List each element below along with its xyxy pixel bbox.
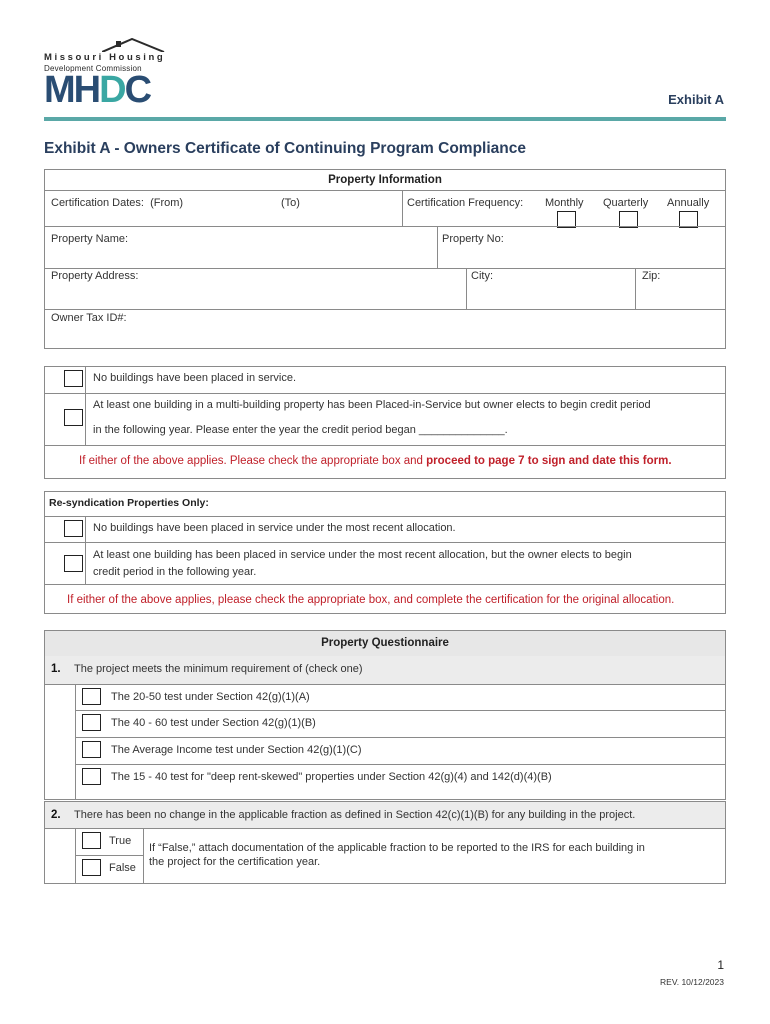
divider bbox=[402, 190, 403, 226]
divider bbox=[45, 190, 725, 191]
divider bbox=[45, 393, 725, 394]
city-label: City: bbox=[471, 270, 493, 282]
resyn-placed-option-line2: credit period in the following year. bbox=[93, 566, 257, 578]
divider bbox=[437, 226, 438, 268]
logo-mark bbox=[44, 71, 150, 109]
property-information-heading: Property Information bbox=[45, 170, 725, 190]
exhibit-label: Exhibit A bbox=[668, 92, 724, 107]
divider bbox=[45, 828, 725, 829]
q1-option-checkbox[interactable] bbox=[82, 714, 101, 731]
page-number: 1 bbox=[717, 958, 724, 972]
q2-note-line2: the project for the certification year. bbox=[149, 856, 321, 868]
divider bbox=[75, 684, 76, 800]
logo-mark-a: MH bbox=[44, 69, 100, 111]
property-no-label: Property No: bbox=[442, 233, 504, 245]
q1-text: The project meets the minimum requirement of (check one) bbox=[74, 663, 363, 675]
resyn-no-buildings-option: No buildings have been placed in service under the most recent allocation. bbox=[93, 522, 456, 534]
freq-quarterly-label: Quarterly bbox=[603, 197, 649, 209]
cert-dates-text: Certification Dates: bbox=[51, 197, 144, 209]
q2-false-checkbox[interactable] bbox=[82, 859, 101, 876]
freq-monthly-label: Monthly bbox=[545, 197, 584, 209]
frequency-label: Certification Frequency: bbox=[407, 197, 524, 209]
q1-option-checkbox[interactable] bbox=[82, 768, 101, 785]
cert-dates-label bbox=[51, 197, 183, 209]
divider bbox=[45, 309, 725, 310]
placed-note-a: If either of the above applies. Please check the appropriate box and bbox=[79, 455, 427, 467]
divider bbox=[45, 445, 725, 446]
property-address-label: Property Address: bbox=[51, 270, 139, 282]
divider bbox=[75, 828, 76, 884]
q1-option-label: The Average Income test under Section 42(g)(1)(C) bbox=[111, 744, 362, 756]
divider bbox=[75, 855, 143, 856]
owner-tax-id-label: Owner Tax ID#: bbox=[51, 312, 127, 324]
questionnaire-table-q1 bbox=[44, 630, 726, 800]
divider bbox=[45, 542, 725, 543]
q2-text: There has been no change in the applicable fraction as defined in Section 42(c)(1)(B) for any building in the project. bbox=[74, 809, 636, 821]
divider bbox=[45, 516, 725, 517]
property-name-label: Property Name: bbox=[51, 233, 129, 245]
mhdc-logo bbox=[44, 40, 174, 110]
multi-building-option-line1: At least one building in a multi-building property has been Placed-in-Service but owner elects to begin credit period bbox=[93, 399, 651, 411]
divider bbox=[45, 584, 725, 585]
questionnaire-heading: Property Questionnaire bbox=[45, 631, 725, 656]
q2-true-label: True bbox=[109, 835, 132, 847]
divider bbox=[45, 268, 725, 269]
no-buildings-checkbox[interactable] bbox=[64, 370, 83, 387]
divider bbox=[466, 268, 467, 309]
placed-in-service-table bbox=[44, 366, 726, 479]
q1-number: 1. bbox=[51, 663, 61, 675]
q2-note-line1: If “False,” attach documentation of the applicable fraction to be reported to the IRS for each building in bbox=[149, 842, 645, 854]
logo-mark-c: C bbox=[124, 69, 151, 111]
house-roof-icon bbox=[102, 38, 166, 52]
q2-false-label: False bbox=[109, 862, 136, 874]
page-title: Exhibit A - Owners Certificate of Continuing Program Compliance bbox=[44, 140, 526, 157]
divider bbox=[85, 516, 86, 542]
divider bbox=[75, 764, 725, 765]
questionnaire-table-q2 bbox=[44, 801, 726, 884]
q1-option-checkbox[interactable] bbox=[82, 688, 101, 705]
q1-option-label: The 20-50 test under Section 42(g)(1)(A) bbox=[111, 691, 310, 703]
q2-true-checkbox[interactable] bbox=[82, 832, 101, 849]
logo-line2: Development Commission bbox=[44, 64, 142, 73]
resyndication-heading: Re-syndication Properties Only: bbox=[49, 497, 209, 509]
placed-in-service-note bbox=[79, 455, 672, 467]
divider bbox=[45, 684, 725, 685]
divider bbox=[143, 828, 144, 884]
divider bbox=[75, 710, 725, 711]
no-buildings-option: No buildings have been placed in service. bbox=[93, 372, 297, 384]
resyn-no-buildings-checkbox[interactable] bbox=[64, 520, 83, 537]
q2-number: 2. bbox=[51, 809, 61, 821]
q1-option-label: The 15 - 40 test for "deep rent-skewed" properties under Section 42(g)(4) and 142(d)(4)(B) bbox=[111, 771, 552, 783]
multi-building-option-line2: in the following year. Please enter the year the credit period began ______________. bbox=[93, 424, 508, 436]
from-label: (From) bbox=[150, 197, 184, 209]
multi-building-checkbox[interactable] bbox=[64, 409, 83, 426]
header-rule bbox=[44, 117, 726, 121]
logo-line1: Missouri Housing bbox=[44, 52, 166, 63]
resyndication-note: If either of the above applies, please check the appropriate box, and complete the certification for the original allocation. bbox=[67, 594, 675, 606]
divider bbox=[85, 393, 86, 445]
q1-option-label: The 40 - 60 test under Section 42(g)(1)(B) bbox=[111, 717, 316, 729]
divider bbox=[75, 737, 725, 738]
revision-date: REV. 10/12/2023 bbox=[660, 977, 724, 987]
logo-mark-b: D bbox=[99, 69, 125, 111]
placed-note-b: proceed to page 7 to sign and date this form. bbox=[426, 455, 672, 467]
to-label: (To) bbox=[281, 197, 300, 209]
resyndication-table bbox=[44, 491, 726, 614]
divider bbox=[85, 542, 86, 584]
property-information-table bbox=[44, 169, 726, 349]
resyn-placed-checkbox[interactable] bbox=[64, 555, 83, 572]
divider bbox=[85, 367, 86, 393]
q1-option-checkbox[interactable] bbox=[82, 741, 101, 758]
divider bbox=[45, 226, 725, 227]
divider bbox=[635, 268, 636, 309]
freq-annually-label: Annually bbox=[667, 197, 710, 209]
resyn-placed-option-line1: At least one building has been placed in service under the most recent allocation, but the owner elects to begin bbox=[93, 549, 632, 561]
zip-label: Zip: bbox=[642, 270, 661, 282]
